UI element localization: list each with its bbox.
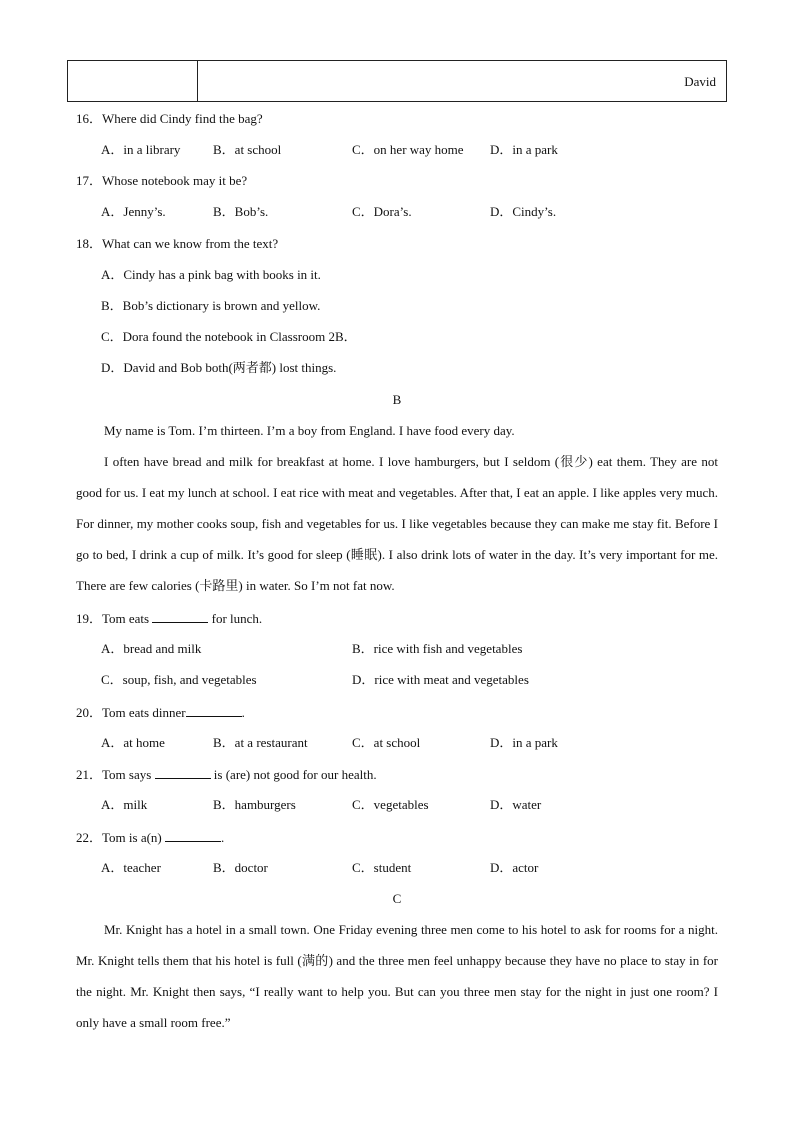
question-21 xyxy=(76,766,377,783)
answer-blank-22[interactable] xyxy=(165,829,221,842)
passage-b-paragraph-1: My name is Tom. I’m thirteen. I’m a boy from England. I have food every day. xyxy=(104,423,515,438)
header-table xyxy=(67,60,727,102)
section-heading-b: B xyxy=(392,392,402,407)
question-19 xyxy=(76,610,262,627)
options-20 xyxy=(0,735,794,751)
passage-c-paragraph-1: Mr. Knight has a hotel in a small town. One Friday evening three men come to his hotel to ask for rooms for a night. Mr. Knight tells them that his hotel is full (满的) and the three men feel unhappy because they have no place to stay in for the night. Mr. Knight then says, “I really want to help you. But can you three men stay for the night in just one room? I only have a small room free.” xyxy=(76,922,718,1030)
option-22-d[interactable]: D．actor xyxy=(490,860,539,875)
answer-blank-20[interactable] xyxy=(186,704,242,717)
option-19-c[interactable]: C．soup, fish, and vegetables xyxy=(101,672,257,687)
question-17: 17．Whose notebook may it be? xyxy=(76,173,248,188)
options-16 xyxy=(0,142,794,158)
option-22-b[interactable]: B．doctor xyxy=(213,860,268,875)
option-22-a[interactable]: A．teacher xyxy=(101,860,161,875)
question-19-text-post: for lunch. xyxy=(208,611,263,626)
option-20-a[interactable]: A．at home xyxy=(101,735,165,750)
option-17-b[interactable]: B．Bob’s. xyxy=(213,204,269,219)
option-18-c[interactable]: C．Dora found the notebook in Classroom 2B． xyxy=(101,329,357,344)
option-21-d[interactable]: D．water xyxy=(490,797,542,812)
passage-b-paragraph-2: I often have bread and milk for breakfast at home. I love hamburgers, but I seldom (很少) eat them. They are not good for us. I eat my lunch at school. I eat rice with meat and vegetables. After that, I eat an apple. I like apples very much. For dinner, my mother cooks soup, fish and vegetables for us. I like vegetables because they can make me stay fit. Before I go to bed, I drink a cup of milk. It’s good for sleep (睡眠). I also drink lots of water in the day. It’s very important for me. There are few calories (卡路里) in water. So I’m not fat now. xyxy=(76,454,718,593)
options-19-row-1 xyxy=(0,641,794,657)
table-cell-left xyxy=(68,61,198,101)
question-22-text-pre: 22．Tom is a(n) xyxy=(76,830,165,845)
answer-blank-21[interactable] xyxy=(155,766,211,779)
question-16: 16．Where did Cindy find the bag? xyxy=(76,111,263,126)
option-16-d[interactable]: D．in a park xyxy=(490,142,558,157)
question-22-text-post: . xyxy=(221,830,225,845)
option-16-a[interactable]: A．in a library xyxy=(101,142,181,157)
option-21-a[interactable]: A．milk xyxy=(101,797,148,812)
option-20-c[interactable]: C．at school xyxy=(352,735,421,750)
question-19-text-pre: 19．Tom eats xyxy=(76,611,153,626)
section-heading-c: C xyxy=(392,891,402,906)
question-22 xyxy=(76,829,224,846)
question-21-text-pre: 21．Tom says xyxy=(76,767,155,782)
option-19-d[interactable]: D．rice with meat and vegetables xyxy=(352,672,529,687)
option-16-c[interactable]: C．on her way home xyxy=(352,142,464,157)
option-18-d[interactable]: D．David and Bob both(两者都) lost things. xyxy=(101,360,337,375)
answer-blank-19[interactable] xyxy=(152,610,208,623)
options-17 xyxy=(0,204,794,220)
option-18-b[interactable]: B．Bob’s dictionary is brown and yellow. xyxy=(101,298,321,313)
question-21-text-post: is (are) not good for our health. xyxy=(210,767,377,782)
options-21 xyxy=(0,797,794,813)
option-16-b[interactable]: B．at school xyxy=(213,142,282,157)
question-20-text-pre: 20．Tom eats dinner xyxy=(76,705,186,720)
table-cell-right xyxy=(198,61,726,101)
option-22-c[interactable]: C．student xyxy=(352,860,412,875)
option-17-a[interactable]: A．Jenny’s. xyxy=(101,204,166,219)
question-18: 18．What can we know from the text? xyxy=(76,236,279,251)
option-19-b[interactable]: B．rice with fish and vegetables xyxy=(352,641,523,656)
option-21-c[interactable]: C．vegetables xyxy=(352,797,429,812)
option-17-c[interactable]: C．Dora’s. xyxy=(352,204,412,219)
table-cell-text: David xyxy=(684,74,716,89)
options-22 xyxy=(0,860,794,876)
options-19-row-2 xyxy=(0,672,794,688)
question-20-text-post: . xyxy=(241,705,245,720)
question-20 xyxy=(76,704,245,721)
option-19-a[interactable]: A．bread and milk xyxy=(101,641,202,656)
option-17-d[interactable]: D．Cindy’s. xyxy=(490,204,557,219)
option-20-b[interactable]: B．at a restaurant xyxy=(213,735,308,750)
option-20-d[interactable]: D．in a park xyxy=(490,735,558,750)
option-21-b[interactable]: B．hamburgers xyxy=(213,797,296,812)
option-18-a[interactable]: A．Cindy has a pink bag with books in it. xyxy=(101,267,321,282)
